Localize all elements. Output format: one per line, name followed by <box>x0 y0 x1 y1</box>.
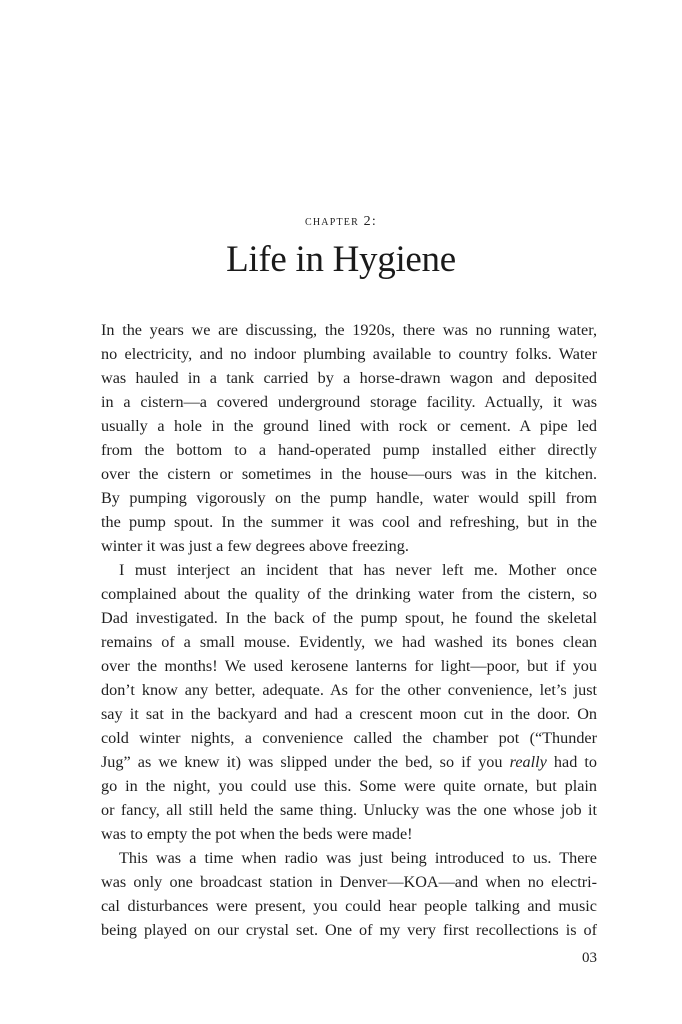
text-line: from the bottom to a hand-operated pump installed either directly <box>101 441 597 459</box>
text-line: no electricity, and no indoor plumbing available to country folks. Water <box>101 345 597 363</box>
text-line: This was a time when radio was just being introduced to us. There <box>119 849 597 867</box>
chapter-title: Life in Hygiene <box>226 239 456 280</box>
emphasis: really <box>509 753 547 771</box>
paragraph-3 <box>101 846 597 942</box>
text-line: Dad investigated. In the back of the pump spout, he found the skeletal <box>101 609 597 627</box>
page-number: 03 <box>582 950 597 966</box>
text-line: complained about the quality of the drinking water from the cistern, so <box>101 585 597 603</box>
text-line: don’t know any better, adequate. As for the other convenience, let’s just <box>101 681 597 699</box>
text-line: the pump spout. In the summer it was cool and refreshing, but in the <box>101 513 597 531</box>
text-line: I must interject an incident that has never left me. Mother once <box>119 561 597 579</box>
paragraph-1 <box>101 318 597 558</box>
text-line: over the months! We used kerosene lanterns for light—poor, but if you <box>101 657 597 675</box>
text-line: over the cistern or sometimes in the house—ours was in the kitchen. <box>101 465 597 483</box>
text-line: was to empty the pot when the beds were made! <box>101 825 413 843</box>
text-line: remains of a small mouse. Evidently, we had washed its bones clean <box>101 633 597 651</box>
body-text <box>101 318 597 942</box>
text-line: being played on our crystal set. One of my very first recollections is of <box>101 921 597 939</box>
text-line: say it sat in the backyard and had a crescent moon cut in the door. On <box>101 705 597 723</box>
text-line: or fancy, all still held the same thing. Unlucky was the one whose job it <box>101 801 597 819</box>
text-line: was only one broadcast station in Denver—KOA—and when no electri- <box>101 873 597 891</box>
text-line: winter it was just a few degrees above freezing. <box>101 537 409 555</box>
text-line: in a cistern—a covered underground storage facility. Actually, it was <box>101 393 597 411</box>
text-line: go in the night, you could use this. Some were quite ornate, but plain <box>101 777 597 795</box>
text-line: In the years we are discussing, the 1920s, there was no running water, <box>101 321 597 339</box>
paragraph-2 <box>101 558 597 846</box>
text-line: Jug” as we knew it) was slipped under the bed, so if you really had to <box>101 753 598 771</box>
text-line: usually a hole in the ground lined with rock or cement. A pipe led <box>101 417 597 435</box>
text-line: cold winter nights, a convenience called the chamber pot (“Thunder <box>101 729 597 747</box>
text-line: cal disturbances were present, you could hear people talking and music <box>101 897 597 915</box>
text-line: By pumping vigorously on the pump handle, water would spill from <box>101 489 597 507</box>
chapter-label: chapter 2: <box>305 214 377 229</box>
text-line: was hauled in a tank carried by a horse-drawn wagon and deposited <box>101 369 597 387</box>
